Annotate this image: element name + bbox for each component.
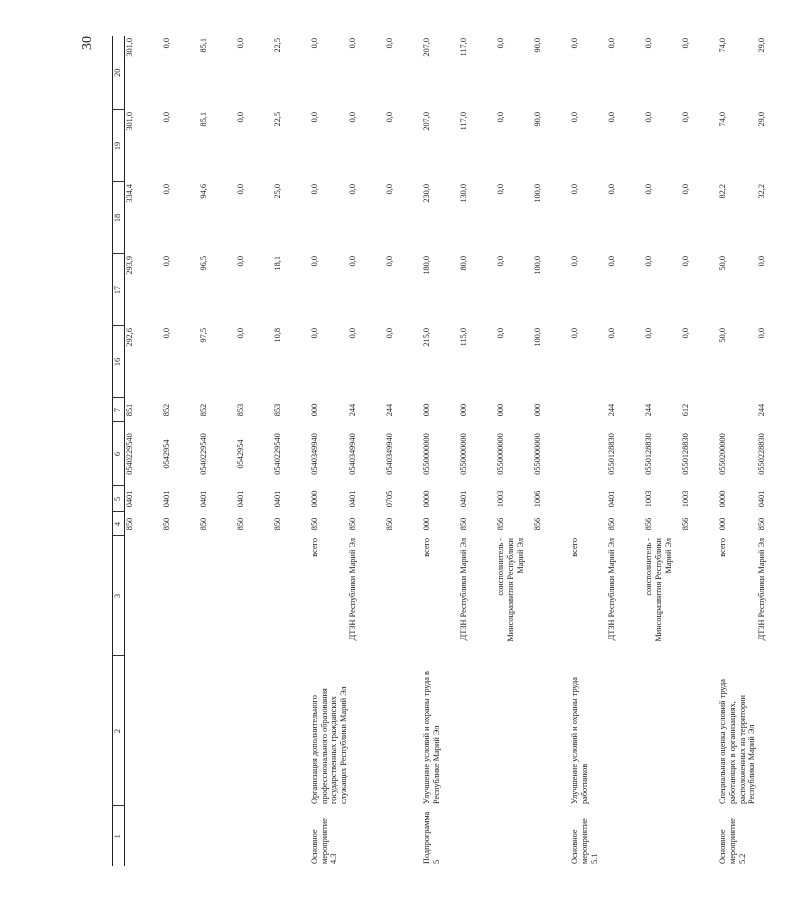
column-header: 19 bbox=[113, 110, 125, 182]
table-cell-col-3 bbox=[273, 536, 310, 656]
table-row bbox=[718, 36, 756, 866]
table-row bbox=[310, 36, 348, 866]
table-cell-col-4: 850 bbox=[385, 517, 395, 531]
table-cell-col-16: 0,0 bbox=[681, 328, 691, 339]
table-cell-col-17: 0,0 bbox=[162, 256, 171, 267]
table-cell-col-17: 0,0 bbox=[644, 256, 654, 267]
column-header: 2 bbox=[113, 656, 125, 806]
table-row bbox=[422, 36, 459, 866]
table-cell-col-7: 244 bbox=[385, 403, 395, 417]
table-cell-col-6: 0542954 bbox=[236, 439, 245, 469]
table-cell-col-4: 850 bbox=[273, 517, 282, 531]
table-cell-col-6: 0540229540 bbox=[199, 433, 208, 475]
table-cell-col-18: 0,0 bbox=[385, 184, 395, 195]
table-cell-col-4 bbox=[570, 512, 607, 536]
table-cell-col-19: 117,0 bbox=[459, 112, 469, 131]
table-row bbox=[273, 36, 310, 866]
table-cell-col-1 bbox=[125, 806, 163, 866]
table-cell-col-6: 0540349940 bbox=[385, 433, 395, 475]
table-cell-col-19: 74,0 bbox=[718, 112, 728, 127]
table-cell-col-17: 0,0 bbox=[385, 256, 395, 267]
column-header: 5 bbox=[113, 486, 125, 512]
table-cell-col-17: 0,0 bbox=[756, 256, 766, 267]
table-cell-col-3: всего bbox=[422, 538, 432, 557]
table-cell-col-18: 100,0 bbox=[533, 184, 543, 203]
table-cell-col-6 bbox=[570, 422, 607, 486]
table-cell-col-1 bbox=[459, 806, 496, 866]
table-cell-col-19: 0,0 bbox=[496, 112, 506, 123]
page-number: 30 bbox=[80, 36, 95, 50]
table-cell-col-19: 90,0 bbox=[533, 112, 543, 127]
table-row bbox=[162, 36, 199, 866]
table-row bbox=[459, 36, 496, 866]
table-cell-col-5: 0401 bbox=[273, 490, 282, 508]
table-cell-col-5 bbox=[570, 486, 607, 512]
table-row bbox=[681, 36, 718, 866]
table-row bbox=[496, 36, 533, 866]
table-cell-col-2 bbox=[199, 656, 236, 806]
table-cell-col-19: 0,0 bbox=[570, 112, 580, 123]
table-row bbox=[236, 36, 273, 866]
table-cell-col-19: 0,0 bbox=[236, 112, 245, 123]
column-header: 17 bbox=[113, 254, 125, 326]
table-cell-col-18: 25,0 bbox=[273, 184, 282, 199]
table-cell-col-1 bbox=[607, 806, 644, 866]
table-cell-col-1: Основное мероприятие 5.1 bbox=[570, 818, 599, 864]
column-header: 4 bbox=[113, 512, 125, 536]
table-cell-col-7: 000 bbox=[533, 403, 543, 417]
table-cell-col-18: 0,0 bbox=[348, 184, 358, 195]
table-cell-col-16: 0,0 bbox=[644, 328, 654, 339]
table-cell-col-5: 0401 bbox=[348, 490, 358, 508]
table-cell-col-19: 0,0 bbox=[348, 112, 358, 123]
table-cell-col-2 bbox=[644, 656, 681, 806]
table-cell-col-16: 0,0 bbox=[162, 328, 171, 339]
table-cell-col-5: 1003 bbox=[644, 490, 654, 508]
table-cell-col-20: 90,0 bbox=[533, 38, 543, 53]
table-cell-col-20: 0,0 bbox=[236, 38, 245, 49]
table-cell-col-5: 0000 bbox=[310, 490, 319, 508]
table-cell-col-1 bbox=[757, 806, 794, 866]
table-cell-col-5: 0401 bbox=[607, 490, 617, 508]
table-cell-col-18: 0,0 bbox=[496, 184, 506, 195]
table-cell-col-20: 0,0 bbox=[570, 38, 580, 49]
table-cell-col-17: 50,0 bbox=[718, 256, 728, 271]
table-cell-col-20: 0,0 bbox=[348, 38, 358, 49]
table-row bbox=[570, 36, 607, 866]
table-cell-col-4: 850 bbox=[236, 517, 245, 531]
table-cell-col-19: 0,0 bbox=[607, 112, 617, 123]
table-cell-col-2: Улучшение условий и охраны труда в Республике Марий Эл bbox=[422, 671, 441, 804]
table-cell-col-18: 0,0 bbox=[570, 184, 580, 195]
table-cell-col-4: 856 bbox=[533, 517, 543, 531]
table-cell-col-7: 853 bbox=[236, 403, 245, 417]
table-cell-col-6: 0550128830 bbox=[644, 433, 654, 475]
table-cell-col-18: 32,2 bbox=[756, 184, 766, 199]
table-cell-col-16: 50,0 bbox=[718, 328, 728, 343]
table-cell-col-17: 0,0 bbox=[570, 256, 580, 267]
column-header: 3 bbox=[113, 536, 125, 656]
table-cell-col-16: 0,0 bbox=[570, 328, 580, 339]
table-cell-col-17: 0,0 bbox=[607, 256, 617, 267]
table-cell-col-3 bbox=[162, 536, 199, 656]
table-cell-col-3: всего bbox=[310, 538, 319, 557]
table-cell-col-1 bbox=[199, 806, 236, 866]
table-cell-col-2 bbox=[533, 656, 570, 806]
table-cell-col-20: 0,0 bbox=[644, 38, 654, 49]
table-row bbox=[607, 36, 644, 866]
table-cell-col-19: 0,0 bbox=[681, 112, 691, 123]
table-body bbox=[125, 36, 794, 866]
table-cell-col-5: 1006 bbox=[533, 490, 543, 508]
table-cell-col-7: 244 bbox=[756, 403, 766, 417]
table-cell-col-16: 292,6 bbox=[125, 328, 134, 347]
table-row bbox=[199, 36, 236, 866]
table-cell-col-19: 22,5 bbox=[273, 112, 282, 127]
table-cell-col-3: ДТЗН Республики Марий Эл bbox=[348, 538, 358, 641]
table-cell-col-18: 334,4 bbox=[125, 184, 134, 203]
table-cell-col-3 bbox=[385, 536, 422, 656]
table-cell-col-6: 0550128830 bbox=[681, 433, 691, 475]
table-cell-col-2 bbox=[236, 656, 273, 806]
table-row bbox=[125, 36, 163, 866]
table-cell-col-6: 0540229540 bbox=[273, 433, 282, 475]
table-cell-col-20: 0,0 bbox=[607, 38, 617, 49]
table-cell-col-2 bbox=[385, 656, 422, 806]
table-row bbox=[348, 36, 385, 866]
table-cell-col-7: 000 bbox=[310, 403, 319, 417]
table-cell-col-1: Основное мероприятие 5.2 bbox=[718, 818, 747, 864]
table-row bbox=[385, 36, 422, 866]
table-cell-col-5: 0401 bbox=[236, 490, 245, 508]
table-cell-col-16: 115,0 bbox=[459, 328, 469, 347]
table-cell-col-20: 74,0 bbox=[718, 38, 728, 53]
table-cell-col-2: Улучшение условий и охраны труда работников bbox=[570, 677, 589, 804]
table-cell-col-3 bbox=[199, 536, 236, 656]
table-cell-col-20: 29,0 bbox=[756, 38, 766, 53]
table-cell-col-17: 0,0 bbox=[348, 256, 358, 267]
table-cell-col-7: 000 bbox=[422, 403, 432, 417]
table-cell-col-16: 0,0 bbox=[496, 328, 506, 339]
table-cell-col-17: 0,0 bbox=[681, 256, 691, 267]
table-cell-col-17: 80,0 bbox=[459, 256, 469, 271]
table-cell-col-20: 0,0 bbox=[681, 38, 691, 49]
table-cell-col-17: 96,5 bbox=[199, 256, 208, 271]
table-cell-col-4: 850 bbox=[607, 517, 617, 531]
table-cell-col-20: 0,0 bbox=[162, 38, 171, 49]
table-cell-col-1 bbox=[533, 806, 570, 866]
table-cell-col-19: 0,0 bbox=[162, 112, 171, 123]
table-cell-col-2 bbox=[348, 656, 385, 806]
table-cell-col-3: ДТЗН Республики Марий Эл bbox=[756, 538, 766, 641]
table-cell-col-5: 0401 bbox=[459, 490, 469, 508]
table-cell-col-17: 180,0 bbox=[422, 256, 432, 275]
table-cell-col-20: 22,5 bbox=[273, 38, 282, 53]
table-cell-col-7: 852 bbox=[199, 403, 208, 417]
table-cell-col-5: 0705 bbox=[385, 490, 395, 508]
table-cell-col-4: 850 bbox=[756, 517, 766, 531]
table-cell-col-6: 0550128830 bbox=[607, 433, 617, 475]
table-cell-col-4: 850 bbox=[459, 517, 469, 531]
table-cell-col-4: 856 bbox=[496, 517, 506, 531]
table-cell-col-19: 0,0 bbox=[310, 112, 319, 123]
table-cell-col-7: 000 bbox=[496, 403, 506, 417]
table-cell-col-17: 0,0 bbox=[236, 256, 245, 267]
table-cell-col-5: 0401 bbox=[756, 490, 766, 508]
header-row bbox=[113, 36, 125, 866]
table-cell-col-4: 850 bbox=[348, 517, 358, 531]
table-cell-col-16: 100,0 bbox=[533, 328, 543, 347]
table-cell-col-16: 0,0 bbox=[756, 328, 766, 339]
table-cell-col-1 bbox=[385, 806, 422, 866]
table-cell-col-3 bbox=[681, 536, 718, 656]
table-cell-col-16: 0,0 bbox=[236, 328, 245, 339]
table-cell-col-17: 293,9 bbox=[125, 256, 134, 275]
table-cell-col-7: 244 bbox=[348, 403, 358, 417]
table-cell-col-5: 1003 bbox=[496, 490, 506, 508]
table-cell-col-4: 850 bbox=[310, 517, 319, 531]
column-header: 16 bbox=[113, 326, 125, 398]
table-cell-col-6: 0550228830 bbox=[756, 433, 766, 475]
table-cell-col-19: 0,0 bbox=[644, 112, 654, 123]
table-cell-col-3 bbox=[533, 536, 570, 656]
table-cell-col-7: 244 bbox=[607, 403, 617, 417]
table-cell-col-5: 0401 bbox=[199, 490, 208, 508]
table-cell-col-7 bbox=[718, 398, 756, 422]
column-header: 20 bbox=[113, 36, 125, 110]
table-cell-col-19: 207,0 bbox=[422, 112, 432, 131]
table-cell-col-1 bbox=[273, 806, 310, 866]
table-cell-col-3: соисполнитель - Минсоцразвития Республики Марий Эл bbox=[496, 538, 525, 642]
table-cell-col-6: 0540349940 bbox=[310, 433, 319, 475]
table-cell-col-5: 0000 bbox=[422, 490, 432, 508]
table-cell-col-4: 000 bbox=[718, 517, 728, 531]
table-cell-col-7: 853 bbox=[273, 403, 282, 417]
table-cell-col-2 bbox=[607, 656, 644, 806]
table-cell-col-16: 10,8 bbox=[273, 328, 282, 343]
table-cell-col-19: 0,0 bbox=[385, 112, 395, 123]
table-cell-col-7 bbox=[570, 398, 607, 422]
table-cell-col-2 bbox=[496, 656, 533, 806]
table-cell-col-7: 852 bbox=[162, 403, 171, 417]
table-cell-col-18: 230,0 bbox=[422, 184, 432, 203]
table-cell-col-1: Подпрограмма 5 bbox=[422, 811, 441, 864]
table-cell-col-18: 0,0 bbox=[310, 184, 319, 195]
table-cell-col-2 bbox=[459, 656, 496, 806]
table-cell-col-1 bbox=[162, 806, 199, 866]
column-header: 18 bbox=[113, 182, 125, 254]
table-cell-col-18: 82,2 bbox=[718, 184, 728, 199]
table-cell-col-3 bbox=[236, 536, 273, 656]
table-cell-col-4: 850 bbox=[162, 517, 171, 531]
table-cell-col-18: 0,0 bbox=[644, 184, 654, 195]
table-cell-col-2 bbox=[162, 656, 199, 806]
table-cell-col-19: 29,0 bbox=[756, 112, 766, 127]
table-cell-col-6: 0550000000 bbox=[533, 433, 543, 475]
table-cell-col-5: 1003 bbox=[681, 490, 691, 508]
table-cell-col-16: 0,0 bbox=[310, 328, 319, 339]
table-cell-col-6: 0540229540 bbox=[125, 433, 134, 475]
table-cell-col-7: 000 bbox=[459, 403, 469, 417]
table-cell-col-19: 301,0 bbox=[125, 112, 134, 131]
table-cell-col-2 bbox=[125, 656, 163, 806]
table-cell-col-4: 000 bbox=[422, 517, 432, 531]
table-row bbox=[644, 36, 681, 866]
table-cell-col-17: 0,0 bbox=[496, 256, 506, 267]
table-cell-col-7: 851 bbox=[125, 403, 134, 417]
table-cell-col-6: 0550000000 bbox=[422, 433, 432, 475]
table-cell-col-16: 0,0 bbox=[348, 328, 358, 339]
table-cell-col-16: 0,0 bbox=[385, 328, 395, 339]
table-cell-col-20: 301,0 bbox=[125, 38, 134, 57]
table-cell-col-2 bbox=[681, 656, 718, 806]
table-cell-col-6: 0550200000 bbox=[718, 433, 728, 475]
table-cell-col-18: 130,0 bbox=[459, 184, 469, 203]
table-cell-col-20: 0,0 bbox=[496, 38, 506, 49]
table-cell-col-18: 0,0 bbox=[236, 184, 245, 195]
table-cell-col-18: 0,0 bbox=[162, 184, 171, 195]
table-cell-col-6: 0542954 bbox=[162, 439, 171, 469]
table-cell-col-2 bbox=[757, 656, 794, 806]
table-cell-col-1 bbox=[644, 806, 681, 866]
table-cell-col-3: соисполнитель - Минсоцразвития Республики Марий Эл bbox=[644, 538, 673, 642]
table-cell-col-1 bbox=[681, 806, 718, 866]
table-cell-col-2 bbox=[273, 656, 310, 806]
table-cell-col-20: 117,0 bbox=[459, 38, 469, 57]
table-cell-col-16: 0,0 bbox=[607, 328, 617, 339]
table-cell-col-4: 856 bbox=[644, 517, 654, 531]
table-cell-col-20: 85,1 bbox=[199, 38, 208, 53]
table-cell-col-4: 850 bbox=[199, 517, 208, 531]
table-cell-col-6: 0540349940 bbox=[348, 433, 358, 475]
table-cell-col-17: 18,1 bbox=[273, 256, 282, 271]
table-cell-col-4: 850 bbox=[125, 517, 134, 531]
table-cell-col-3: ДТЗН Республики Марий Эл bbox=[459, 538, 469, 641]
column-header: 6 bbox=[113, 422, 125, 486]
table-cell-col-7: 244 bbox=[644, 403, 654, 417]
table-cell-col-5: 0401 bbox=[162, 490, 171, 508]
table-cell-col-20: 207,0 bbox=[422, 38, 432, 57]
table-cell-col-18: 0,0 bbox=[607, 184, 617, 195]
column-header: 1 bbox=[113, 806, 125, 866]
table-cell-col-18: 0,0 bbox=[681, 184, 691, 195]
table-cell-col-3: ДТЗН Республики Марий Эл bbox=[607, 538, 617, 641]
column-header: 7 bbox=[113, 398, 125, 422]
table-cell-col-1 bbox=[496, 806, 533, 866]
table-cell-col-17: 100,0 bbox=[533, 256, 543, 275]
table-cell-col-2: Специальная оценка условий труда работающих в организациях, расположенных на территории Республики Марий Эл bbox=[718, 679, 757, 804]
table-cell-col-3: всего bbox=[570, 538, 580, 557]
table-cell-col-20: 0,0 bbox=[385, 38, 395, 49]
table-cell-col-16: 215,0 bbox=[422, 328, 432, 347]
table-cell-col-2: Организация дополнительного профессионального образования государственных гражданских служащих Республики Марий Эл bbox=[310, 686, 348, 804]
rotated-table-container bbox=[112, 36, 766, 866]
table-cell-col-6: 0550000000 bbox=[496, 433, 506, 475]
table-cell-col-4: 856 bbox=[681, 517, 691, 531]
table-cell-col-1 bbox=[348, 806, 385, 866]
table-cell-col-6: 0550000000 bbox=[459, 433, 469, 475]
table-cell-col-5: 0401 bbox=[125, 490, 134, 508]
table-cell-col-17: 0,0 bbox=[310, 256, 319, 267]
table-cell-col-16: 97,5 bbox=[199, 328, 208, 343]
table-cell-col-1 bbox=[236, 806, 273, 866]
table-cell-col-7: 612 bbox=[681, 403, 691, 417]
table-row bbox=[757, 36, 794, 866]
table-row bbox=[533, 36, 570, 866]
table-cell-col-20: 0,0 bbox=[310, 38, 319, 49]
table-cell-col-3 bbox=[125, 536, 163, 656]
table-cell-col-5: 0000 bbox=[718, 490, 728, 508]
budget-table bbox=[112, 36, 794, 866]
table-cell-col-1: Основное мероприятие 4.3 bbox=[310, 818, 339, 864]
table-cell-col-19: 85,1 bbox=[199, 112, 208, 127]
table-cell-col-18: 94,6 bbox=[199, 184, 208, 199]
table-cell-col-3: всего bbox=[718, 538, 728, 557]
